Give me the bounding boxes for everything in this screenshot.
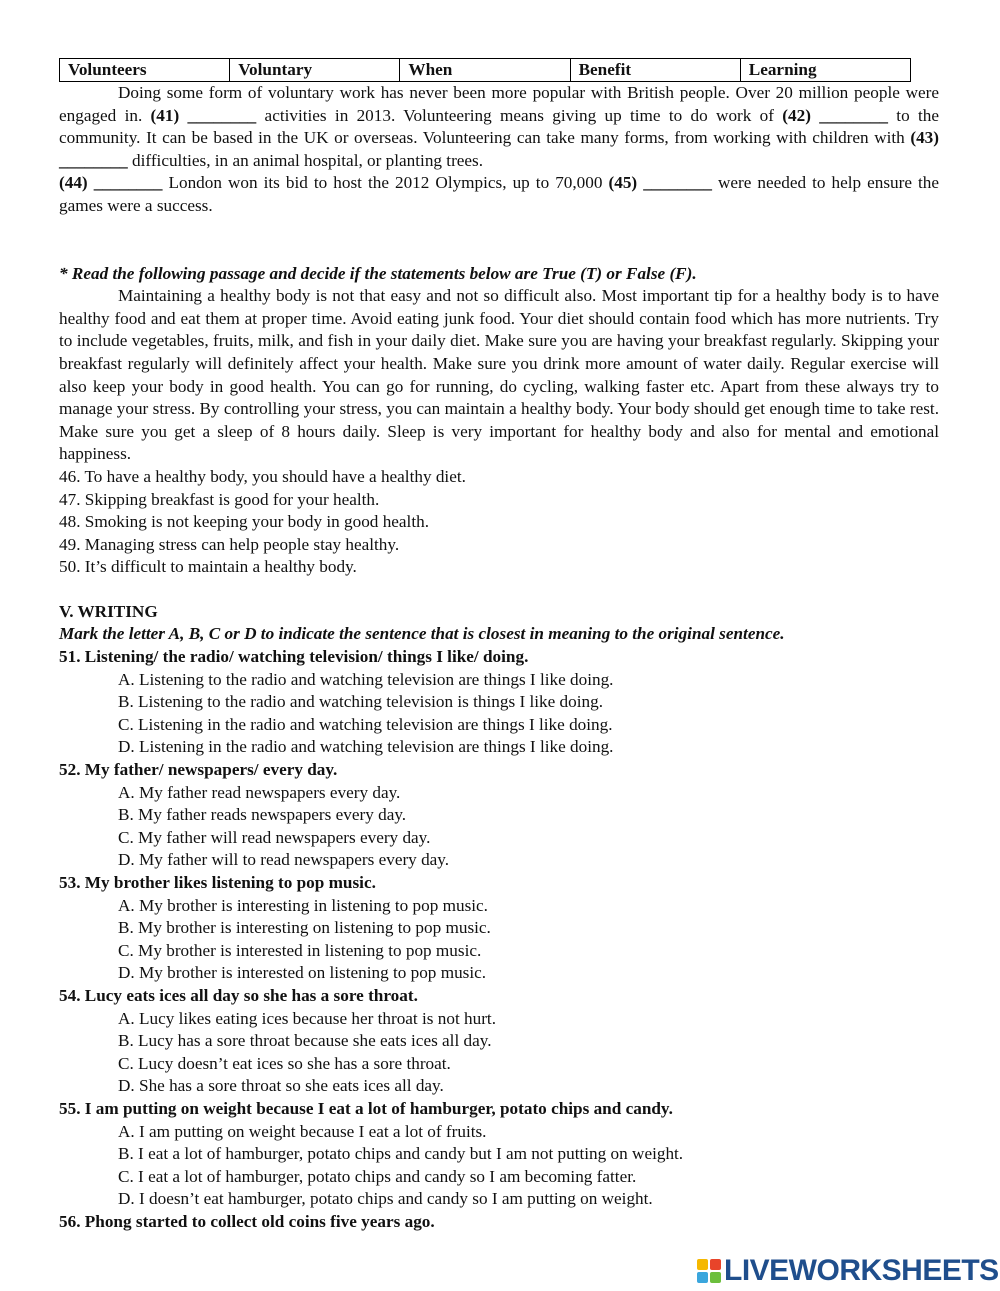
logo-blocks-icon bbox=[697, 1259, 721, 1283]
writing-instruction: Mark the letter A, B, C or D to indicate the sentence that is closest in meaning to the original sentence. bbox=[59, 624, 785, 644]
cloze-text: activities in 2013. Volunteering means giving up time to do work of bbox=[256, 105, 783, 125]
option-c[interactable]: C. My father will read newspapers every day. bbox=[118, 827, 431, 847]
question-number-42: (42) bbox=[782, 105, 811, 125]
word-box-item: Voluntary bbox=[230, 59, 400, 82]
statement-47: 47. Skipping breakfast is good for your health. bbox=[59, 489, 380, 509]
blank-42[interactable]: ________ bbox=[819, 105, 888, 125]
logo-block bbox=[710, 1272, 721, 1283]
word-box-item: Volunteers bbox=[60, 59, 230, 82]
option-b[interactable]: B. Lucy has a sore throat because she eats ices all day. bbox=[118, 1031, 492, 1051]
logo-block bbox=[710, 1259, 721, 1270]
option-c[interactable]: C. Listening in the radio and watching television are things I like doing. bbox=[118, 714, 613, 734]
word-box-item: Benefit bbox=[570, 59, 740, 82]
option-a[interactable]: A. I am putting on weight because I eat a lot of fruits. bbox=[118, 1121, 487, 1141]
logo-block bbox=[697, 1272, 708, 1283]
question-number-45: (45) bbox=[608, 173, 638, 193]
option-c[interactable]: C. I eat a lot of hamburger, potato chips and candy so I am becoming fatter. bbox=[118, 1166, 637, 1186]
question-stem: 53. My brother likes listening to pop music. bbox=[59, 873, 376, 892]
statement-49: 49. Managing stress can help people stay healthy. bbox=[59, 534, 400, 554]
statement-46: 46. To have a healthy body, you should have a healthy diet. bbox=[59, 466, 466, 486]
option-d[interactable]: D. My father will to read newspapers every day. bbox=[118, 850, 450, 870]
cloze-passage bbox=[59, 82, 939, 172]
reading-passage: Maintaining a healthy body is not that easy and not so difficult also. Most important tip for a healthy body is to have healthy food and eat them at proper time. Avoid eating junk food. Your diet should contain food which has more nutrients. Try to include vegetables, fruits, milk, and fish in your daily diet. Make sure you are having your breakfast regularly. Skipping your breakfast regularly will definitely affect your health. Make sure you drink more amount of water daily. Regular exercise will also keep your body in good health. You can go for running, do cycling, walking faster etc. Apart from these always try to manage your stress. By controlling your stress, you can maintain a healthy body. Your body should get enough time to take rest. Make sure you get a sleep of 8 hours daily. Sleep is very important for healthy body and also for mental and emotional happiness. bbox=[59, 286, 939, 464]
cloze-text: London won its bid to host the 2012 Olympics, up to 70,000 bbox=[162, 173, 609, 193]
question-stem: 52. My father/ newspapers/ every day. bbox=[59, 760, 338, 780]
option-c[interactable]: C. My brother is interested in listening to pop music. bbox=[118, 940, 482, 960]
worksheet-page bbox=[59, 58, 939, 1234]
cloze-text: Doing some form of voluntary work has never been more popular with British people. Over 20 million people were engaged in. bbox=[59, 83, 939, 125]
question-53 bbox=[59, 872, 939, 985]
word-box-item: When bbox=[400, 59, 570, 82]
option-d[interactable]: D. My brother is interested on listening to pop music. bbox=[118, 963, 487, 983]
question-number-41: (41) bbox=[150, 105, 180, 125]
question-number-44: (44) bbox=[59, 173, 88, 193]
statement-48: 48. Smoking is not keeping your body in good health. bbox=[59, 512, 429, 532]
spacer bbox=[59, 579, 939, 601]
option-c[interactable]: C. Lucy doesn’t eat ices so she has a sore throat. bbox=[118, 1053, 451, 1073]
question-51 bbox=[59, 646, 939, 759]
cloze-text: were needed to help ensure the games were a success. bbox=[59, 173, 940, 215]
logo-text: LIVEWORKSHEETS bbox=[724, 1254, 999, 1287]
word-box-item: Learning bbox=[740, 59, 910, 82]
cloze-passage-end bbox=[59, 172, 939, 217]
option-a[interactable]: A. Listening to the radio and watching television are things I like doing. bbox=[118, 669, 614, 689]
blank-44[interactable]: ________ bbox=[93, 173, 163, 193]
option-a[interactable]: A. My father read newspapers every day. bbox=[118, 782, 401, 802]
reading-instruction: * Read the following passage and decide if the statements below are True (T) or False (F). bbox=[59, 263, 697, 283]
question-56 bbox=[59, 1211, 939, 1234]
option-a[interactable]: A. My brother is interesting in listening to pop music. bbox=[118, 895, 488, 915]
option-b[interactable]: B. I eat a lot of hamburger, potato chips and candy but I am not putting on weight. bbox=[118, 1144, 684, 1164]
blank-41[interactable]: ________ bbox=[187, 105, 257, 125]
logo-block bbox=[697, 1259, 708, 1270]
question-stem: 56. Phong started to collect old coins five years ago. bbox=[59, 1211, 435, 1231]
question-55 bbox=[59, 1098, 939, 1211]
option-b[interactable]: B. My father reads newspapers every day. bbox=[118, 805, 407, 825]
question-number-43: (43) bbox=[910, 128, 939, 148]
word-box bbox=[59, 58, 911, 82]
option-d[interactable]: D. She has a sore throat so she eats ices all day. bbox=[118, 1076, 444, 1096]
spacer bbox=[59, 218, 939, 263]
question-52 bbox=[59, 759, 939, 872]
question-stem: 51. Listening/ the radio/ watching television/ things I like/ doing. bbox=[59, 647, 529, 667]
cloze-text: to the community. It can be based in the UK or overseas. Volunteering can take many forms, from working with children with bbox=[59, 105, 939, 148]
section-heading: V. WRITING bbox=[59, 601, 158, 621]
blank-45[interactable]: ________ bbox=[643, 173, 712, 193]
option-b[interactable]: B. Listening to the radio and watching television is things I like doing. bbox=[118, 692, 604, 712]
blank-43[interactable]: ________ bbox=[59, 150, 128, 170]
question-stem: 55. I am putting on weight because I eat a lot of hamburger, potato chips and candy. bbox=[59, 1098, 673, 1118]
question-54 bbox=[59, 985, 939, 1098]
option-d[interactable]: D. I doesn’t eat hamburger, potato chips and candy so I am putting on weight. bbox=[118, 1189, 653, 1209]
option-b[interactable]: B. My brother is interesting on listening to pop music. bbox=[118, 918, 491, 938]
option-a[interactable]: A. Lucy likes eating ices because her throat is not hurt. bbox=[118, 1008, 497, 1028]
statement-50: 50. It’s difficult to maintain a healthy body. bbox=[59, 557, 357, 577]
cloze-text: difficulties, in an animal hospital, or planting trees. bbox=[127, 150, 484, 170]
liveworksheets-logo bbox=[697, 1255, 999, 1287]
option-d[interactable]: D. Listening in the radio and watching television are things I like doing. bbox=[118, 737, 614, 757]
question-stem: 54. Lucy eats ices all day so she has a sore throat. bbox=[59, 985, 418, 1005]
